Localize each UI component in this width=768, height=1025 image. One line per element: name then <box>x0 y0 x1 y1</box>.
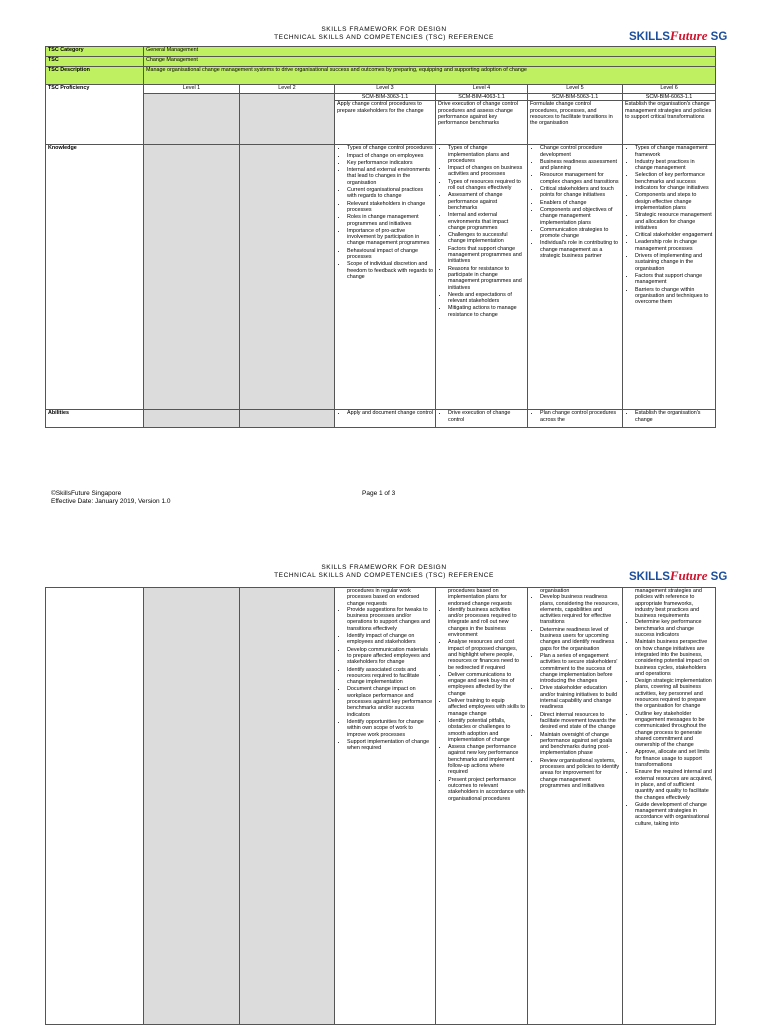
knowledge-level-5 <box>528 145 623 410</box>
bullet-item: • Approve, allocate and set limits for finance usage to support transformations <box>635 749 713 768</box>
bullet-item: • Barriers to change within organisation and techniques to overcome them <box>635 287 713 306</box>
bullet-item: • Communication strategies to promote change <box>540 227 620 240</box>
bullet-item: • Relevant stakeholders in change processes <box>347 201 433 214</box>
knowledge-level-3 <box>335 145 436 410</box>
abilities-level-4 <box>436 410 528 428</box>
skillsfuture-logo-page-2: SKILLSFuture SG <box>629 568 728 583</box>
knowledge-row <box>46 145 716 410</box>
bullet-item: • Maintain business perspective on how change initiatives are integrated into the business, considering potential impact on business cycles, stakeholders and operations <box>635 639 713 677</box>
proficiency-label: TSC Proficiency <box>46 85 144 145</box>
bullet-item: • Critical stakeholders and touch points for change initiatives <box>540 186 620 199</box>
label-column-empty <box>46 588 144 1025</box>
bullet-item: • Importance of pro-active involvement by participation in change management programmes <box>347 228 433 247</box>
abilities-lead-level-3: procedures in regular work processes based on endorsed change requests <box>347 588 420 607</box>
knowledge-list-level-6 <box>625 145 713 305</box>
level-5-header: Level 5 <box>528 85 623 94</box>
abilities-level-3 <box>335 410 436 428</box>
abilities-continued-level-6 <box>623 588 716 1025</box>
level-2-header: Level 2 <box>240 85 335 94</box>
bullet-item: • Deliver training to equip affected employees with skills to manage change <box>448 698 525 717</box>
bullet-item: • Change control procedure development <box>540 145 620 158</box>
bullet-item: • Document change impact on workplace performance and processes against key performance benchmarks and/or success indicators <box>347 686 433 717</box>
bullet-item: • Needs and expectations of relevant stakeholders <box>448 292 525 305</box>
bullet-item: • Support implementation of change when required <box>347 739 433 752</box>
abilities-list-level-5 <box>530 410 620 423</box>
tsc-description-label: TSC Description <box>46 67 144 85</box>
level-3-description: Apply change control procedures to prepare stakeholders for the change <box>335 101 436 145</box>
bullet-item: • Determine key performance benchmarks and change success indicators <box>635 619 713 638</box>
bullet-item: • Business readiness assessment and planning <box>540 159 620 172</box>
tsc-label: TSC <box>46 57 144 67</box>
bullet-item: • Identify business activities and/or processes required to integrate and roll out new changes in the business environment <box>448 607 525 638</box>
bullet-item: • Identify potential pitfalls, obstacles or challenges to smooth adoption and implementation of change <box>448 718 525 743</box>
abilities-lead-level-5: organisation <box>540 588 570 594</box>
level-1-header: Level 1 <box>144 85 240 94</box>
bullet-item: • Types of resources required to roll out changes effectively <box>448 179 525 192</box>
level-2-empty-page-2 <box>240 588 335 1025</box>
abilities-continued-list-level-4 <box>438 607 525 802</box>
abilities-continued-row <box>46 588 716 1025</box>
level-3-header: Level 3 <box>335 85 436 94</box>
footer-effective-date: Effective Date: January 2019, Version 1.0 <box>51 497 171 505</box>
bullet-item: • Components and steps to design effective change implementation plans <box>635 192 713 211</box>
knowledge-list-level-3 <box>337 145 433 280</box>
bullet-item: • Challenges to successful change implementation <box>448 232 525 245</box>
bullet-item: • Drive stakeholder education and/or training initiatives to build internal capability and change readiness <box>540 685 620 710</box>
bullet-item: • Outline key stakeholder engagement messages to be communicated throughout the change process to generate shared commitment and ownership of the change <box>635 711 713 749</box>
footer-left <box>51 490 170 505</box>
bullet-item: • Deliver communications to engage and seek buy-ins of employees affected by the change <box>448 672 525 697</box>
bullet-item: • Types of change implementation plans and procedures <box>448 145 525 164</box>
abilities-list-level-3 <box>337 410 433 416</box>
proficiency-row <box>46 85 716 94</box>
tsc-description-row <box>46 67 716 85</box>
bullet-item: • Internal and external environments that lead to changes in the organisation <box>347 167 433 186</box>
bullet-item: • Current organisational practices with regards to change <box>347 187 433 200</box>
bullet-item: • Mitigating actions to manage resistance to change <box>448 305 525 318</box>
level-1-empty <box>144 94 240 145</box>
bullet-item: • Factors that support change management <box>635 273 713 286</box>
abilities-continued-level-4 <box>436 588 528 1025</box>
level-3-code: SCM-BIM-3063-1.1 <box>335 94 436 101</box>
bullet-item: • Analyse resources and cost impact of proposed changes, and highlight where people, resources or finances need to be redirected if required <box>448 639 525 670</box>
level-4-header: Level 4 <box>436 85 528 94</box>
bullet-item: • Roles in change management programmes and initiatives <box>347 214 433 227</box>
tsc-description-value: Manage organisational change management systems to drive organisational success and outcomes by preparing, equipping and supporting adoption of change <box>144 67 716 85</box>
bullet-item: • Drive execution of change control <box>448 410 525 423</box>
bullet-item: • Identify opportunities for change within own scope of work to improve work processes <box>347 719 433 738</box>
bullet-item: • Types of change control procedures <box>347 145 433 151</box>
bullet-item: • Types of change management framework <box>635 145 713 158</box>
bullet-item: • Ensure the required internal and external resources are acquired, in place, and of sufficient quantity and quality to facilitate the changes effectively <box>635 769 713 800</box>
header-line-1: SKILLS FRAMEWORK FOR DESIGN <box>321 564 447 571</box>
page-2 <box>0 540 768 1024</box>
bullet-item: • Identify impact of change on employees and stakeholders <box>347 633 433 646</box>
tsc-table-page-1 <box>45 46 716 428</box>
bullet-item: • Strategic resource management and allocation for change initiatives <box>635 212 713 231</box>
abilities-continued-list-level-6 <box>625 619 713 827</box>
bullet-item: • Scope of individual discretion and freedom to feedback with regards to change <box>347 261 433 280</box>
bullet-item: • Present project performance outcomes to relevant stakeholders in accordance with organisational procedures <box>448 777 525 802</box>
abilities-lead-level-6: management strategies and policies with reference to appropriate frameworks, industry best practices and business requirements <box>635 588 702 620</box>
bullet-item: • Direct internal resources to facilitate movement towards the desired end state of the change <box>540 712 620 731</box>
header-line-2: TECHNICAL SKILLS AND COMPETENCIES (TSC) REFERENCE <box>274 34 494 41</box>
tsc-category-label: TSC Category <box>46 47 144 57</box>
knowledge-level-2 <box>240 145 335 410</box>
tsc-category-row <box>46 47 716 57</box>
knowledge-label: Knowledge <box>46 145 144 410</box>
knowledge-level-6 <box>623 145 716 410</box>
bullet-item: • Design strategic implementation plans, covering all business activities, key personnel and resources required to prepare the organisation for change <box>635 678 713 709</box>
bullet-item: • Resource management for complex changes and transitions <box>540 172 620 185</box>
bullet-item: • Develop communication materials to prepare affected employees and stakeholders for change <box>347 647 433 666</box>
bullet-item: • Key performance indicators <box>347 160 433 166</box>
bullet-item: • Assess change performance against new key performance benchmarks and implement follow-up actions where required <box>448 744 525 775</box>
bullet-item: • Industry best practices in change management <box>635 159 713 172</box>
knowledge-level-1 <box>144 145 240 410</box>
tsc-value: Change Management <box>144 57 716 67</box>
bullet-item: • Establish the organisation's change <box>635 410 713 423</box>
bullet-item: • Individual's role in contributing to change management as a strategic business partner <box>540 240 620 259</box>
knowledge-list-level-4 <box>438 145 525 318</box>
abilities-list-level-6 <box>625 410 713 423</box>
header-line-2: TECHNICAL SKILLS AND COMPETENCIES (TSC) REFERENCE <box>274 572 494 579</box>
bullet-item: • Provide suggestions for tweaks to business processes and/or operations to support changes and transitions effectively <box>347 607 433 632</box>
knowledge-level-4 <box>436 145 528 410</box>
bullet-item: • Critical stakeholder engagement <box>635 232 713 238</box>
skillsfuture-logo: SKILLSFuture SG <box>629 28 728 43</box>
bullet-item: • Drivers of implementing and sustaining change in the organisation <box>635 253 713 272</box>
bullet-item: • Impact of change on employees <box>347 153 433 159</box>
header-line-1: SKILLS FRAMEWORK FOR DESIGN <box>321 26 447 33</box>
bullet-item: • Plan a series of engagement activities to secure stakeholders' commitment to the success of change implementation before introducing the changes <box>540 653 620 684</box>
bullet-item: • Maintain oversight of change performance against set goals and benchmarks during post-implementation phase <box>540 732 620 757</box>
bullet-item: • Selection of key performance benchmarks and success indicators for change initiatives <box>635 172 713 191</box>
abilities-level-1 <box>144 410 240 428</box>
level-5-description: Formulate change control procedures, processes, and resources to facilitate transitions in the organisation <box>528 101 623 145</box>
abilities-level-5 <box>528 410 623 428</box>
level-6-description: Establish the organisation's change management strategies and policies to support critical transformations <box>623 101 716 145</box>
level-6-code: SCM-BIM-6063-1.1 <box>623 94 716 101</box>
knowledge-list-level-5 <box>530 145 620 259</box>
bullet-item: • Impact of changes on business activities and processes <box>448 165 525 178</box>
level-4-code: SCM-BIM-4063-1.1 <box>436 94 528 101</box>
abilities-level-2 <box>240 410 335 428</box>
bullet-item: • Identify associated costs and resources required to facilitate change implementation <box>347 667 433 686</box>
footer-copyright: ©SkillsFuture Singapore <box>51 490 122 497</box>
abilities-lead-level-4: procedures based on implementation plans for endorsed change requests <box>448 588 512 607</box>
abilities-continued-level-3 <box>335 588 436 1025</box>
level-2-empty <box>240 94 335 145</box>
level-4-description: Drive execution of change control procedures and assess change performance against key performance benchmarks <box>436 101 528 145</box>
tsc-category-value: General Management <box>144 47 716 57</box>
bullet-item: • Behavioural impact of change processes <box>347 248 433 261</box>
bullet-item: • Determine readiness level of business users for upcoming changes and identify readiness gaps for the organisation <box>540 627 620 652</box>
abilities-continued-list-level-5 <box>530 594 620 789</box>
abilities-list-level-4 <box>438 410 525 423</box>
tsc-table-page-2 <box>45 587 716 1025</box>
bullet-item: • Apply and document change control <box>347 410 433 416</box>
abilities-continued-list-level-3 <box>337 607 433 752</box>
bullet-item: • Review organisational systems, processes and policies to identify areas for improvement for change management programmes and initiatives <box>540 758 620 789</box>
bullet-item: • Internal and external environments that impact change programmes <box>448 212 525 231</box>
bullet-item: • Components and objectives of change management implementation plans <box>540 207 620 226</box>
code-row <box>46 94 716 101</box>
level-5-code: SCM-BIM-5063-1.1 <box>528 94 623 101</box>
abilities-level-6 <box>623 410 716 428</box>
bullet-item: • Assessment of change performance against benchmarks <box>448 192 525 211</box>
bullet-item: • Plan change control procedures across the <box>540 410 620 423</box>
bullet-item: • Leadership role in change management processes <box>635 239 713 252</box>
bullet-item: • Enablers of change <box>540 200 620 206</box>
level-6-header: Level 6 <box>623 85 716 94</box>
bullet-item: • Guide development of change management strategies in accordance with organisational culture, taking into <box>635 802 713 827</box>
bullet-item: • Factors that support change management programmes and initiatives <box>448 246 525 265</box>
footer-page-number: Page 1 of 3 <box>362 490 396 497</box>
level-1-empty-page-2 <box>144 588 240 1025</box>
bullet-item: • Reasons for resistance to participate in change management programmes and initiatives <box>448 266 525 291</box>
abilities-row <box>46 410 716 428</box>
abilities-label: Abilities <box>46 410 144 428</box>
bullet-item: • Develop business readiness plans, considering the resources, elements, capabilities and activities required for effective transitions <box>540 594 620 625</box>
abilities-continued-level-5 <box>528 588 623 1025</box>
tsc-row <box>46 57 716 67</box>
